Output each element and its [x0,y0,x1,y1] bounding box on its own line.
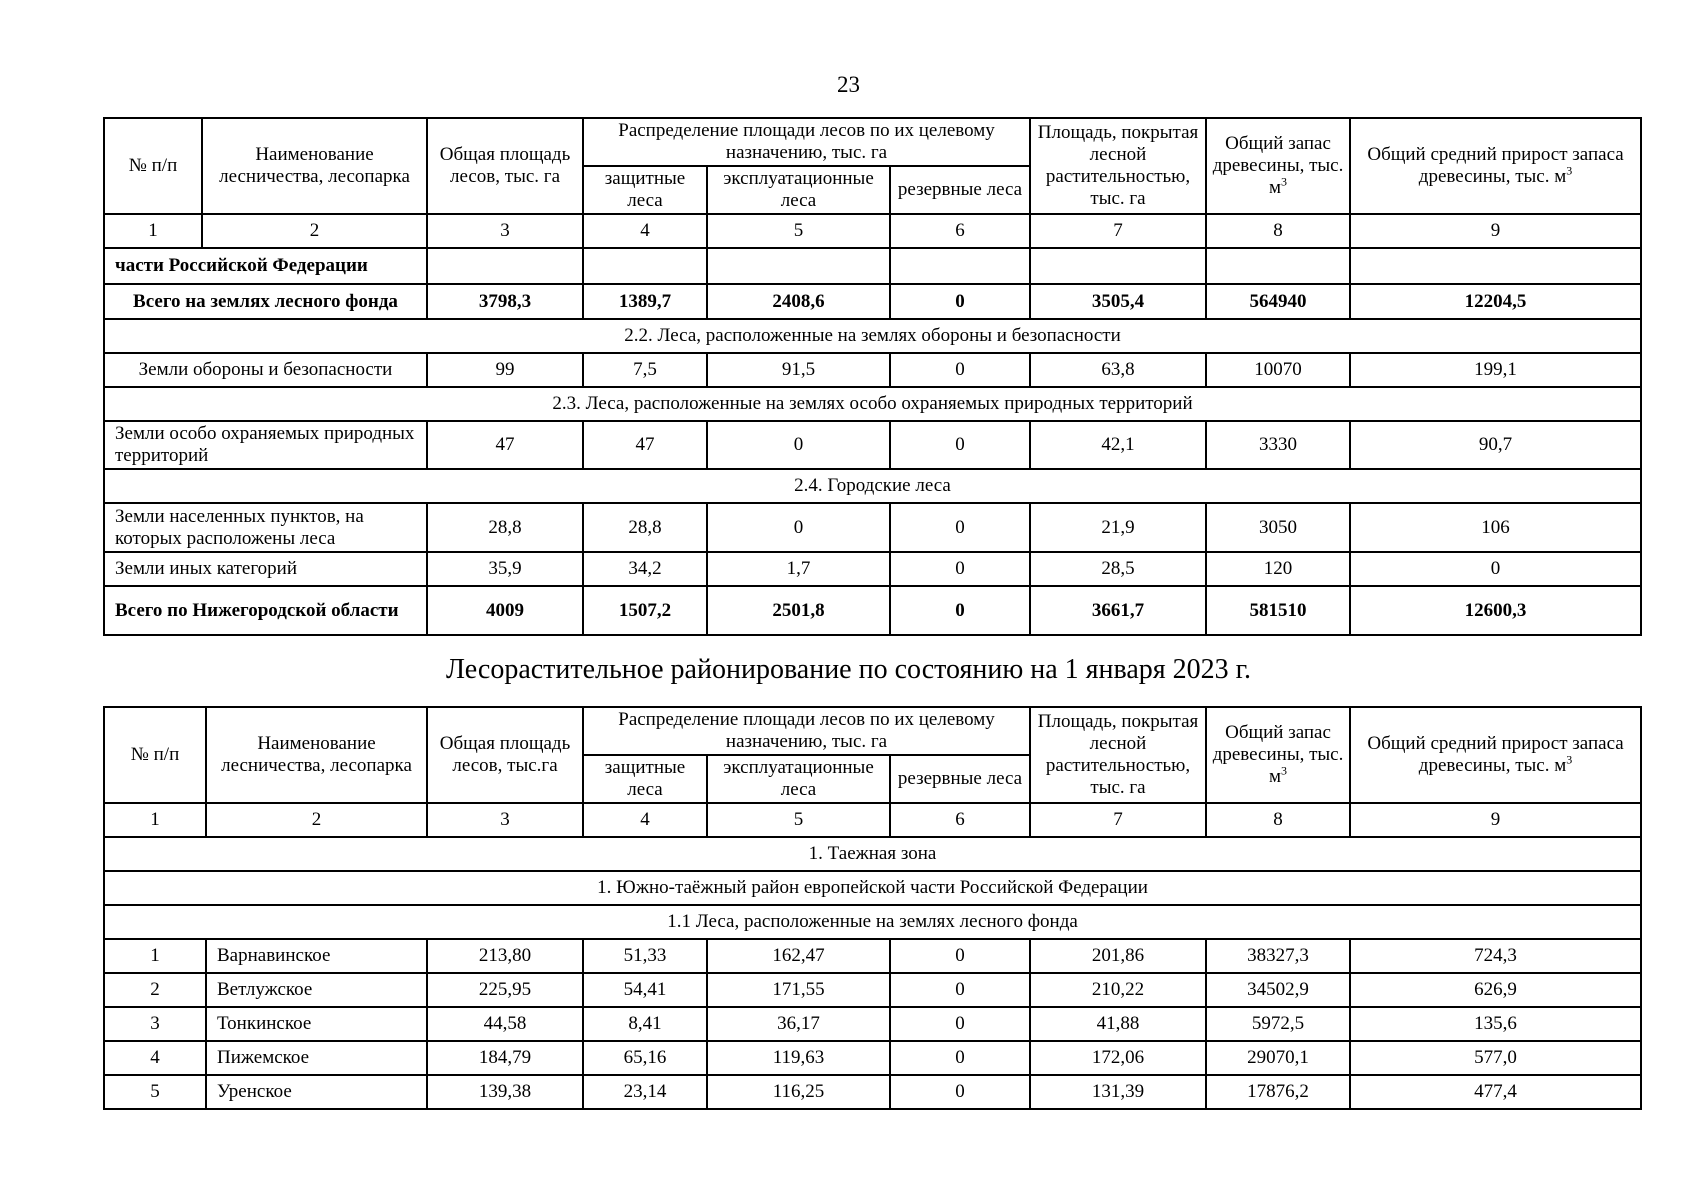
defense-row [104,353,1641,387]
cell: 120 [1206,552,1350,586]
cell: 34,2 [583,552,707,586]
cell: 1389,7 [583,284,707,319]
header-reserve: резервные леса [890,166,1030,214]
cell: 210,22 [1030,973,1206,1007]
col-number: 6 [890,803,1030,837]
header-reserve: резервные леса [890,755,1030,803]
table-row [104,973,1641,1007]
cell: 63,8 [1030,353,1206,387]
cell: 2501,8 [707,586,890,635]
cell: 172,06 [1030,1041,1206,1075]
forest-table-continuation [103,117,1642,636]
page-number: 23 [837,72,860,97]
section-row [104,387,1641,421]
header-wood-stock: Общий запас древесины, тыс. $м^3$ [1206,707,1350,803]
cell: 0 [890,552,1030,586]
cell: 2408,6 [707,284,890,319]
cell: 0 [890,1075,1030,1109]
header-distribution: Распределение площади лесов по их целевому назначению, тыс. га [583,118,1030,166]
cell: 17876,2 [1206,1075,1350,1109]
other-categories-row [104,552,1641,586]
forestry-name: Уренское [206,1075,427,1109]
col-number: 4 [583,803,707,837]
cell: 201,86 [1030,939,1206,973]
cell: 0 [890,1041,1030,1075]
zone-row [104,837,1641,871]
cell: 8,41 [583,1007,707,1041]
grand-total-row [104,586,1641,635]
cell: 47 [427,421,583,469]
cell: 477,4 [1350,1075,1641,1109]
header-protective: защитные леса [583,755,707,803]
cell: 91,5 [707,353,890,387]
cell: 199,1 [1350,353,1641,387]
header-name: Наименование лесничества, лесопарка [202,118,427,214]
cell: 5972,5 [1206,1007,1350,1041]
row-label: Всего по Нижегородской области [104,586,427,635]
cell: 12204,5 [1350,284,1641,319]
cell: 90,7 [1350,421,1641,469]
row-label: Всего на землях лесного фонда [104,284,427,319]
settlements-row [104,503,1641,552]
col-number: 1 [104,214,202,248]
col-number: 4 [583,214,707,248]
cell: 99 [427,353,583,387]
forestry-name: Варнавинское [206,939,427,973]
row-number: 1 [104,939,206,973]
total-forest-fund-row [104,284,1641,319]
row-number: 2 [104,973,206,1007]
continuation-row [104,248,1641,284]
header-wood-stock: Общий запас древесины, тыс. $м^3$ [1206,118,1350,214]
section-title: 2.2. Леса, расположенные на землях обороны и безопасности [104,319,1641,353]
cell: 184,79 [427,1041,583,1075]
cell: 42,1 [1030,421,1206,469]
cell: 0 [890,1007,1030,1041]
cell: 47 [583,421,707,469]
header-covered-area: Площадь, покрытая лесной растительностью, тыс. га [1030,707,1206,803]
column-number-row [104,803,1641,837]
cell: 28,8 [583,503,707,552]
cell: 10070 [1206,353,1350,387]
cell: 564940 [1206,284,1350,319]
table-row [104,1007,1641,1041]
cell: 162,47 [707,939,890,973]
header-growth: Общий средний прирост запаса древесины, тыс. $м^3$ [1350,707,1641,803]
cell: 0 [890,939,1030,973]
cell: 29070,1 [1206,1041,1350,1075]
cell: 0 [890,284,1030,319]
col-number: 6 [890,214,1030,248]
section-title: 2.4. Городские леса [104,469,1641,503]
cell: 28,5 [1030,552,1206,586]
row-number: 3 [104,1007,206,1041]
cell: 0 [890,973,1030,1007]
section-title: 2.3. Леса, расположенные на землях особо охраняемых природных территорий [104,387,1641,421]
cell: 106 [1350,503,1641,552]
table-row [104,1041,1641,1075]
zone-title: 1. Таежная зона [104,837,1641,871]
col-number: 5 [707,214,890,248]
header-exploitation: эксплуатационные леса [707,166,890,214]
cell: 225,95 [427,973,583,1007]
col-number: 1 [104,803,206,837]
header-total-area: Общая площадь лесов, тыс. га [427,118,583,214]
forestry-name: Тонкинское [206,1007,427,1041]
cell: 0 [890,586,1030,635]
cell: 0 [890,503,1030,552]
col-number: 7 [1030,803,1206,837]
region-row [104,871,1641,905]
header-total-area: Общая площадь лесов, тыс.га [427,707,583,803]
cell: 0 [707,421,890,469]
table-row [104,939,1641,973]
protected-row [104,421,1641,469]
cell: 171,55 [707,973,890,1007]
cell: 65,16 [583,1041,707,1075]
cell: 581510 [1206,586,1350,635]
cell: 116,25 [707,1075,890,1109]
cell: 626,9 [1350,973,1641,1007]
col-number: 9 [1350,214,1641,248]
cell: 3661,7 [1030,586,1206,635]
cell: 54,41 [583,973,707,1007]
header-num: № п/п [104,707,206,803]
cell: 12600,3 [1350,586,1641,635]
cell: 0 [890,353,1030,387]
cell: 38327,3 [1206,939,1350,973]
subsection-title: 1.1 Леса, расположенные на землях лесного фонда [104,905,1641,939]
cell: 1,7 [707,552,890,586]
cell: 7,5 [583,353,707,387]
cell: 41,88 [1030,1007,1206,1041]
header-name: Наименование лесничества, лесопарка [206,707,427,803]
col-number: 8 [1206,803,1350,837]
cell: 139,38 [427,1075,583,1109]
row-label: Земли населенных пунктов, на которых расположены леса [104,503,427,552]
cell: 35,9 [427,552,583,586]
region-title: 1. Южно-таёжный район европейской части Российской Федерации [104,871,1641,905]
header-protective: защитные леса [583,166,707,214]
cell: 135,6 [1350,1007,1641,1041]
col-number: 3 [427,214,583,248]
cell: 0 [890,421,1030,469]
subsection-row [104,905,1641,939]
cell: 44,58 [427,1007,583,1041]
col-number: 2 [206,803,427,837]
col-number: 8 [1206,214,1350,248]
cell: 0 [1350,552,1641,586]
row-number: 5 [104,1075,206,1109]
cell: 577,0 [1350,1041,1641,1075]
cell: 21,9 [1030,503,1206,552]
cell: 3505,4 [1030,284,1206,319]
header-covered-area: Площадь, покрытая лесной растительностью, тыс. га [1030,118,1206,214]
col-number: 9 [1350,803,1641,837]
cell: 131,39 [1030,1075,1206,1109]
cell: 0 [707,503,890,552]
cell: 3330 [1206,421,1350,469]
row-label: Земли обороны и безопасности [104,353,427,387]
cell: 28,8 [427,503,583,552]
section-row [104,319,1641,353]
cell: 1507,2 [583,586,707,635]
col-number: 2 [202,214,427,248]
cell: 36,17 [707,1007,890,1041]
cell: 724,3 [1350,939,1641,973]
cell: 119,63 [707,1041,890,1075]
col-number: 7 [1030,214,1206,248]
cell: 23,14 [583,1075,707,1109]
header-distribution: Распределение площади лесов по их целевому назначению, тыс. га [583,707,1030,755]
cell: 51,33 [583,939,707,973]
cell: 3798,3 [427,284,583,319]
forestry-name: Ветлужское [206,973,427,1007]
header-exploitation: эксплуатационные леса [707,755,890,803]
col-number: 3 [427,803,583,837]
cell: 213,80 [427,939,583,973]
table-row [104,1075,1641,1109]
header-growth: Общий средний прирост запаса древесины, тыс. $м^3$ [1350,118,1641,214]
row-label: Земли иных категорий [104,552,427,586]
cell: 4009 [427,586,583,635]
section-heading: Лесорастительное районирование по состоянию на 1 января 2023 г. [445,654,1252,685]
col-number: 5 [707,803,890,837]
header-num: № п/п [104,118,202,214]
cell: 3050 [1206,503,1350,552]
row-label: Земли особо охраняемых природных территорий [104,421,427,469]
forestry-rows [104,939,1641,1109]
row-number: 4 [104,1041,206,1075]
section-row [104,469,1641,503]
continuation-label: части Российской Федерации [104,248,427,284]
cell: 34502,9 [1206,973,1350,1007]
forestry-name: Пижемское [206,1041,427,1075]
column-number-row [104,214,1641,248]
forest-zoning-table [103,706,1642,1110]
